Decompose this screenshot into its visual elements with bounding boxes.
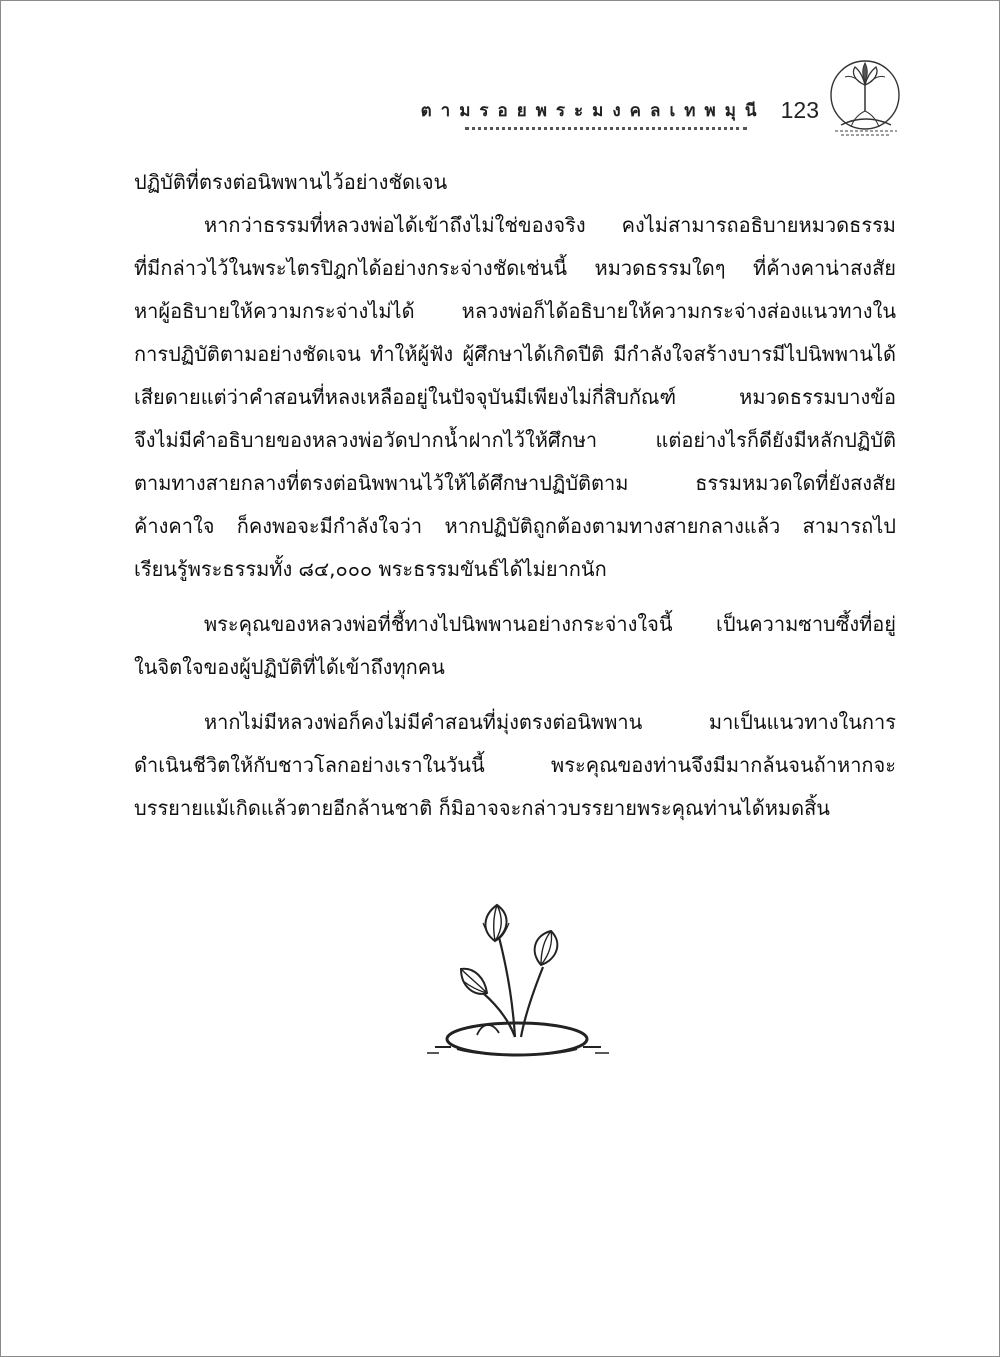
text-line: เรียนรู้พระธรรมทั้ง ๘๔,๐๐๐ พระธรรมขันธ์ได้ไม่ยากนัก [134, 557, 607, 581]
header-dotted-rule [465, 127, 747, 130]
text-line: หาผู้อธิบายให้ความกระจ่างไม่ได้ หลวงพ่อก็ได้อธิบายให้ความกระจ่างส่องแนวทางใน [134, 299, 896, 323]
text-line: การปฏิบัติตามอย่างชัดเจน ทำให้ผู้ฟัง ผู้ศึกษาได้เกิดปีติ มีกำลังใจสร้างบารมีไปนิพพานได้ [134, 342, 896, 366]
lotus-buds-illustration [417, 897, 617, 1067]
text-line: ตามทางสายกลางที่ตรงต่อนิพพานไว้ให้ได้ศึกษาปฏิบัติตาม ธรรมหมวดใดที่ยังสงสัย [134, 471, 896, 495]
text-line: ค้างคาใจ ก็คงพอจะมีกำลังใจว่า หากปฏิบัติถูกต้องตามทางสายกลางแล้ว สามารถไป [134, 514, 896, 538]
text-line: พระคุณของหลวงพ่อที่ชี้ทางไปนิพพานอย่างกระจ่างใจนี้ เป็นความซาบซึ้งที่อยู่ [204, 612, 896, 636]
text-line: ดำเนินชีวิตให้กับชาวโลกอย่างเราในวันนี้ พระคุณของท่านจึงมีมากล้นจนถ้าหากจะ [134, 753, 896, 777]
text-line: บรรยายแม้เกิดแล้วตายอีกล้านชาติ ก็มิอาจจะกล่าวบรรยายพระคุณท่านได้หมดสิ้น [134, 796, 830, 820]
text-line: ที่มีกล่าวไว้ในพระไตรปิฎกได้อย่างกระจ่างชัดเช่นนี้ หมวดธรรมใดๆ ที่ค้างคาน่าสงสัย [134, 256, 896, 280]
page-header [1, 97, 819, 124]
body-text [134, 161, 896, 830]
page-number: 123 [780, 97, 819, 123]
lotus-pond-circle-icon [827, 51, 909, 141]
text-line: เสียดายแต่ว่าคำสอนที่หลงเหลืออยู่ในปัจจุบันมีเพียงไม่กี่สิบกัณฑ์ หมวดธรรมบางข้อ [134, 385, 896, 409]
text-line: จึงไม่มีคำอธิบายของหลวงพ่อวัดปากน้ำฝากไว้ให้ศึกษา แต่อย่างไรก็ดียังมีหลักปฏิบัติ [134, 428, 896, 452]
text-line: หากว่าธรรมที่หลวงพ่อได้เข้าถึงไม่ใช่ของจริง คงไม่สามารถอธิบายหมวดธรรม [204, 213, 896, 237]
text-line: หากไม่มีหลวงพ่อก็คงไม่มีคำสอนที่มุ่งตรงต่อนิพพาน มาเป็นแนวทางในการ [204, 710, 896, 734]
text-line: ปฏิบัติที่ตรงต่อนิพพานไว้อย่างชัดเจน [134, 170, 448, 194]
text-line: ในจิตใจของผู้ปฏิบัติที่ได้เข้าถึงทุกคน [134, 655, 445, 679]
running-title: ตามรอยพระมงคลเทพมุนี [420, 101, 766, 121]
